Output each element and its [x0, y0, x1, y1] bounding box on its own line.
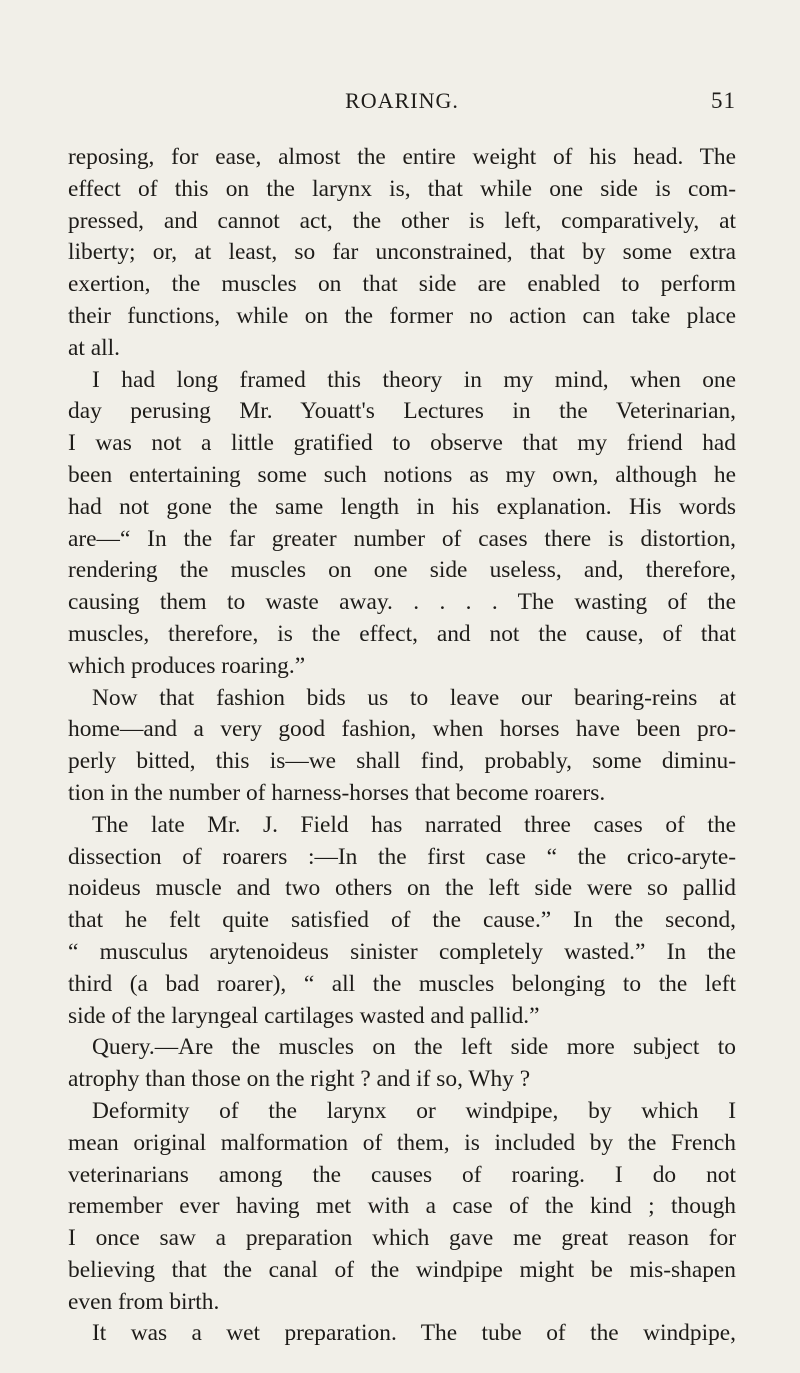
- text-line: Deformity of the larynx or windpipe, by which I: [92, 1097, 736, 1124]
- text-line: pressed, and cannot act, the other is left, comparatively, at: [68, 207, 736, 234]
- text-line: It was a wet preparation. The tube of the windpipe,: [92, 1320, 736, 1347]
- page-number: 51: [711, 88, 736, 113]
- text-line: “ musculus arytenoideus sinister completely wasted.” In the: [68, 938, 736, 965]
- text-line: day perusing Mr. Youatt's Lectures in the Veterinarian,: [68, 398, 736, 425]
- text-line: liberty; or, at least, so far unconstrained, that by some extra: [68, 239, 736, 266]
- text-line: muscles, therefore, is the effect, and not the cause, of that: [68, 620, 736, 647]
- text-line: mean original malformation of them, is included by the French: [68, 1129, 736, 1156]
- text-line: The late Mr. J. Field has narrated three cases of the: [92, 811, 736, 838]
- text-line: been entertaining some such notions as my own, although he: [68, 461, 736, 488]
- text-line: causing them to waste away. . . . . The wasting of the: [68, 589, 736, 616]
- text-line: I once saw a preparation which gave me great reason for: [68, 1225, 736, 1252]
- text-line: their functions, while on the former no action can take place: [68, 302, 736, 329]
- running-head: [68, 88, 736, 128]
- text-line: side of the laryngeal cartilages wasted and pallid.”: [68, 1002, 540, 1029]
- text-line: exertion, the muscles on that side are enabled to perform: [68, 271, 736, 298]
- text-line: remember ever having met with a case of the kind ; though: [68, 1193, 736, 1220]
- text-line: which produces roaring.”: [68, 652, 306, 679]
- text-line: rendering the muscles on one side useless, and, therefore,: [68, 557, 736, 584]
- text-line: that he felt quite satisfied of the cause.” In the second,: [68, 907, 736, 934]
- running-title: ROARING.: [345, 88, 459, 113]
- text-line: atrophy than those on the right ? and if so, Why ?: [68, 1066, 531, 1093]
- body-text: [68, 142, 736, 1350]
- text-line: dissection of roarers :—In the first case “ the crico-aryte-: [68, 843, 736, 870]
- text-line: at all.: [68, 334, 120, 361]
- text-line: Now that fashion bids us to leave our bearing-reins at: [92, 684, 736, 711]
- text-line: I was not a little gratified to observe that my friend had: [68, 430, 736, 457]
- book-page: [68, 88, 736, 1350]
- text-line: are—“ In the far greater number of cases there is distortion,: [68, 525, 736, 552]
- text-line: third (a bad roarer), “ all the muscles belonging to the left: [68, 970, 736, 997]
- text-line: effect of this on the larynx is, that while one side is com-: [68, 175, 736, 202]
- text-line: had not gone the same length in his explanation. His words: [68, 493, 736, 520]
- text-line: even from birth.: [68, 1288, 220, 1315]
- text-line: noideus muscle and two others on the left side were so pallid: [68, 875, 736, 902]
- text-line: believing that the canal of the windpipe might be mis-shapen: [68, 1256, 736, 1283]
- text-line: perly bitted, this is—we shall find, probably, some diminu-: [68, 748, 736, 775]
- text-line: Query.—Are the muscles on the left side more subject to: [92, 1034, 736, 1061]
- text-line: veterinarians among the causes of roaring. I do not: [68, 1161, 736, 1188]
- text-line: home—and a very good fashion, when horses have been pro-: [68, 716, 736, 743]
- text-line: I had long framed this theory in my mind, when one: [92, 366, 736, 393]
- text-line: tion in the number of harness-horses that become roarers.: [68, 779, 606, 806]
- text-line: reposing, for ease, almost the entire weight of his head. The: [68, 144, 736, 170]
